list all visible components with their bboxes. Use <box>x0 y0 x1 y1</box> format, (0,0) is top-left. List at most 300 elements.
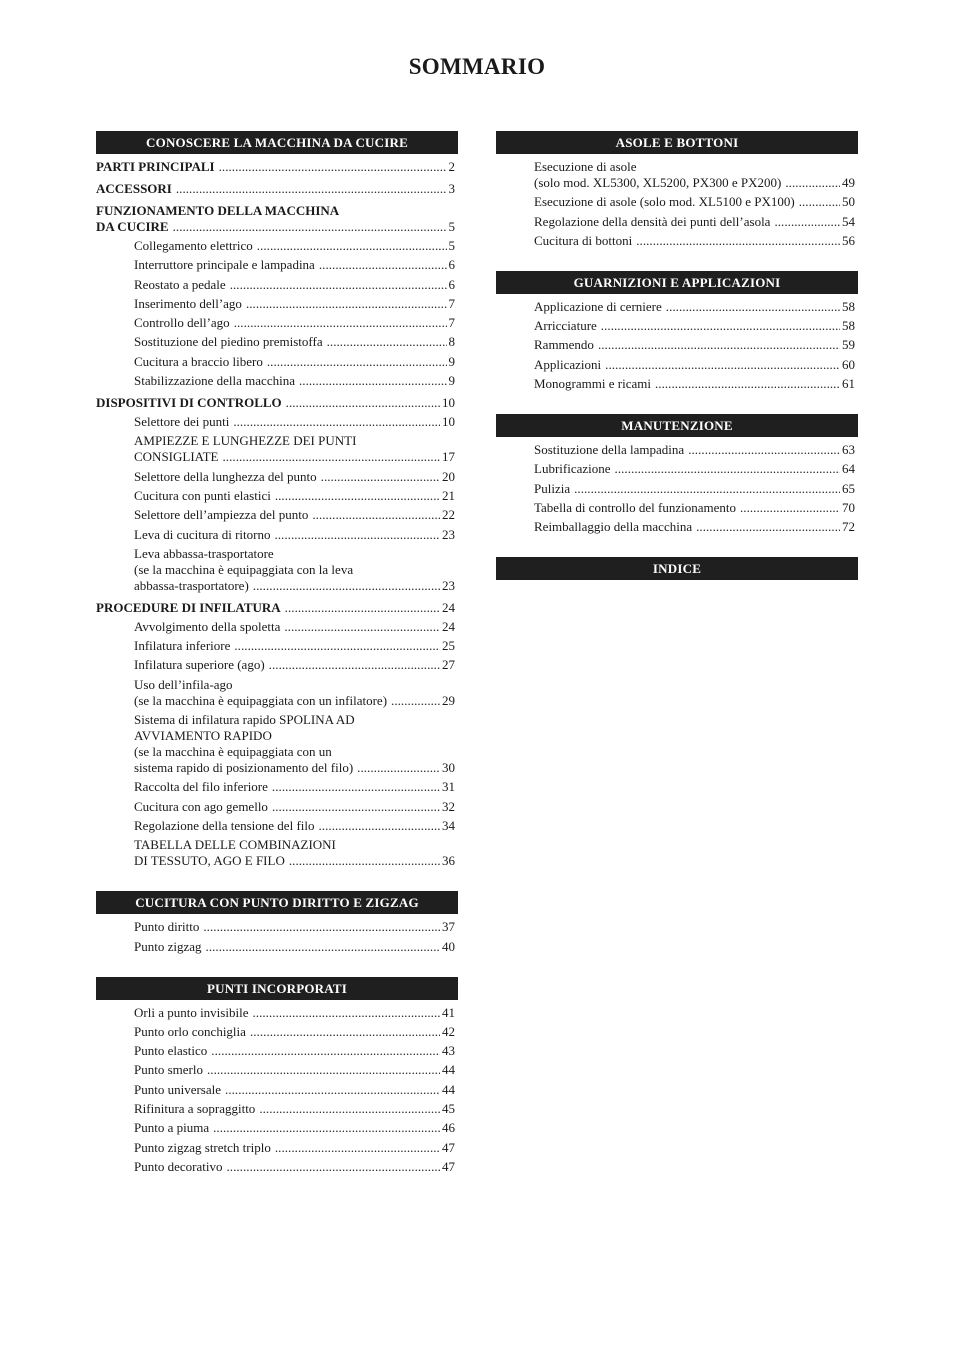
page-number: 47 <box>442 1158 455 1174</box>
entry-last-line <box>134 334 455 350</box>
toc-entry-rifinitura-a-sopraggitto[interactable] <box>96 1101 455 1117</box>
entry-label: Leva di cucitura di ritorno <box>134 526 271 542</box>
toc-entry-procedure-di-infilatura[interactable] <box>96 600 455 616</box>
toc-entry-cucitura-con-ago-gemello[interactable] <box>96 799 455 815</box>
dot-leader <box>289 853 440 869</box>
entry-label: DA CUCIRE <box>96 219 169 234</box>
page-number: 8 <box>448 334 455 350</box>
page-number: 22 <box>442 507 455 523</box>
section-cucitura-con-punto-diritto-e-zigzag <box>96 891 458 954</box>
page-number: 5 <box>448 238 455 253</box>
entry-label: Arricciature <box>534 318 597 334</box>
dot-leader <box>319 818 441 834</box>
toc-entry-cucitura-a-braccio-libero[interactable] <box>96 354 455 370</box>
toc-entry-stabilizzazione-della-macchina[interactable] <box>96 373 455 389</box>
page-number: 50 <box>842 194 855 210</box>
entry-label: Avvolgimento della spoletta <box>134 618 281 634</box>
entry-label: Inserimento dell’ago <box>134 295 242 311</box>
page-number: 65 <box>842 480 855 496</box>
entry-last-line <box>134 1140 455 1156</box>
entry-label: (se la macchina è equipaggiata con la leva <box>134 561 354 577</box>
entry-label: sistema rapido di posizionamento del filo) <box>134 760 354 776</box>
toc-entry-punto-a-piuma[interactable] <box>96 1120 455 1136</box>
dot-leader <box>234 315 447 331</box>
toc-entry-tabella-di-controllo-del-funzionamento[interactable] <box>496 500 855 516</box>
page-number: 27 <box>442 657 455 673</box>
entry-last-line <box>534 299 855 315</box>
entry-last-line <box>534 214 855 230</box>
page-number: 70 <box>842 499 855 515</box>
page-number: 3 <box>448 181 455 196</box>
entry-last-line <box>134 527 455 543</box>
section-guarnizioni-e-applicazioni <box>496 271 858 392</box>
dot-leader <box>321 469 440 485</box>
section-header-guarnizioni-e-applicazioni: GUARNIZIONI E APPLICAZIONI <box>496 271 858 294</box>
dot-leader <box>230 277 447 293</box>
dot-leader <box>666 299 840 315</box>
section-punti-incorporati <box>96 977 458 1175</box>
dot-leader <box>275 488 440 504</box>
section-conoscere-la-macchina-da-cucire <box>96 131 458 869</box>
section-header-punti-incorporati: PUNTI INCORPORATI <box>96 977 458 1000</box>
dot-leader <box>219 159 447 175</box>
toc-entry-applicazioni[interactable] <box>496 357 855 373</box>
entry-label: Infilatura inferiore <box>134 638 231 654</box>
entry-label: PARTI PRINCIPALI <box>96 159 215 174</box>
page-number: 59 <box>842 337 855 353</box>
dot-leader <box>272 799 440 815</box>
page-number: 24 <box>442 618 455 634</box>
toc-entry-funzionamento-della-macchina[interactable] <box>96 203 455 235</box>
dot-leader <box>252 1005 440 1021</box>
toc-entry-punto-elastico[interactable] <box>96 1043 455 1059</box>
entry-label: Punto smerlo <box>134 1062 203 1078</box>
entry-last-line <box>534 376 855 392</box>
toc-entry-cucitura-con-punti-elastici[interactable] <box>96 488 455 504</box>
toc-entry-controllo-dell-ago[interactable] <box>96 315 455 331</box>
entry-label: Leva abbassa-trasportatore <box>134 545 274 561</box>
entry-label: Infilatura superiore (ago) <box>134 657 265 673</box>
entry-last-line <box>134 257 455 273</box>
dot-leader <box>203 919 440 935</box>
toc-entry-reimballaggio-della-macchina[interactable] <box>496 519 855 535</box>
entry-last-line <box>134 1062 455 1078</box>
dot-leader <box>327 334 447 350</box>
page-number: 56 <box>842 232 855 248</box>
section-header-asole-e-bottoni: ASOLE E BOTTONI <box>496 131 858 154</box>
entry-last-line <box>534 519 855 535</box>
entry-label: Stabilizzazione della macchina <box>134 373 295 389</box>
toc-entry-arricciature[interactable] <box>496 318 855 334</box>
entry-label: Punto elastico <box>134 1043 208 1059</box>
entry-label: TABELLA DELLE COMBINAZIONI <box>134 837 336 853</box>
dot-leader <box>696 519 840 535</box>
page-number: 41 <box>442 1004 455 1020</box>
dot-leader <box>226 1159 440 1175</box>
dot-leader <box>173 219 447 235</box>
dot-leader <box>774 214 840 230</box>
dot-leader <box>574 481 840 497</box>
toc-entry-avvolgimento-della-spoletta[interactable] <box>96 619 455 635</box>
dot-leader <box>269 657 440 673</box>
entry-last-line <box>134 1024 455 1040</box>
entry-last-line <box>134 507 455 523</box>
entry-last-line <box>134 818 455 834</box>
entry-last-line <box>134 277 455 293</box>
entry-label: AVVIAMENTO RAPIDO <box>134 728 272 744</box>
page-number: 9 <box>448 373 455 389</box>
dot-leader <box>605 357 840 373</box>
page-number: 49 <box>842 175 855 190</box>
toc-entry-inserimento-dell-ago[interactable] <box>96 296 455 312</box>
section-manutenzione <box>496 414 858 535</box>
entry-label: Punto zigzag <box>134 938 202 954</box>
dot-leader <box>688 442 840 458</box>
toc-entry-rammendo[interactable] <box>496 337 855 353</box>
toc-entry-tabella-delle-combinazioni[interactable] <box>96 837 455 869</box>
entry-label: Regolazione della tensione del filo <box>134 817 315 833</box>
toc-entry-leva-abbassa-trasportatore[interactable] <box>96 546 455 594</box>
dot-leader <box>257 238 447 254</box>
entry-last-line <box>134 449 455 465</box>
entry-last-line <box>134 853 455 869</box>
page-number: 46 <box>442 1120 455 1136</box>
toc-entry-esecuzione-di-asole-solo-mod-xl5100-e-px[interactable] <box>496 194 855 210</box>
entry-last-line <box>534 175 855 191</box>
dot-leader <box>253 578 440 594</box>
entry-label: Punto zigzag stretch triplo <box>134 1139 271 1155</box>
section-asole-e-bottoni <box>496 131 858 249</box>
entry-last-line <box>134 296 455 312</box>
entry-label: Sistema di infilatura rapido SPOLINA AD <box>134 712 355 728</box>
toc-entry-dispositivi-di-controllo[interactable] <box>96 395 455 411</box>
toc-entry-uso-dell-infila-ago[interactable] <box>96 677 455 709</box>
entry-label: DISPOSITIVI DI CONTROLLO <box>96 395 282 411</box>
entry-last-line <box>134 657 455 673</box>
toc-entry-sostituzione-del-piedino-premistoffa[interactable] <box>96 334 455 350</box>
entry-last-line <box>534 461 855 477</box>
entry-label: Sostituzione del piedino premistoffa <box>134 334 323 350</box>
toc-entry-sistema-di-infilatura-rapido-spolina-ad[interactable] <box>96 712 455 776</box>
toc-entry-monogrammi-e-ricami[interactable] <box>496 376 855 392</box>
toc-entry-ampiezze-e-lunghezze-dei-punti[interactable] <box>96 433 455 465</box>
entry-label: (solo mod. XL5300, XL5200, PX300 e PX200) <box>534 175 782 190</box>
entry-label: Cucitura di bottoni <box>534 232 633 248</box>
entry-last-line <box>96 395 455 411</box>
entry-label: ACCESSORI <box>96 181 172 196</box>
entry-label: CONSIGLIATE <box>134 449 219 465</box>
dot-leader <box>275 1140 440 1156</box>
entry-label: Sostituzione della lampadina <box>534 442 685 458</box>
page-number: 61 <box>842 376 855 392</box>
entry-last-line <box>134 238 455 254</box>
toc-entry-selettore-della-lunghezza-del-punto[interactable] <box>96 469 455 485</box>
section-header-manutenzione: MANUTENZIONE <box>496 414 858 437</box>
dot-leader <box>274 527 440 543</box>
dot-leader <box>234 638 440 654</box>
page-number: 9 <box>448 353 455 369</box>
dot-leader <box>225 1082 440 1098</box>
dot-leader <box>740 500 840 516</box>
entry-last-line <box>134 1082 455 1098</box>
entry-label: Monogrammi e ricami <box>534 376 651 392</box>
page-number: 10 <box>442 395 455 411</box>
section-header-indice: INDICE <box>496 557 858 580</box>
toc-entry-infilatura-inferiore[interactable] <box>96 638 455 654</box>
entry-label: Esecuzione di asole <box>534 159 637 174</box>
entry-label: DI TESSUTO, AGO E FILO <box>134 853 285 869</box>
entry-label: Selettore dell’ampiezza del punto <box>134 507 309 523</box>
page-number: 6 <box>448 276 455 292</box>
dot-leader <box>284 619 440 635</box>
dot-leader <box>615 461 840 477</box>
toc-entry-reostato-a-pedale[interactable] <box>96 277 455 293</box>
dot-leader <box>312 507 440 523</box>
dot-leader <box>267 354 447 370</box>
entry-label: FUNZIONAMENTO DELLA MACCHINA <box>96 203 340 218</box>
entry-label: Applicazione di cerniere <box>534 298 662 314</box>
page-number: 42 <box>442 1023 455 1039</box>
toc-entry-punto-zigzag-stretch-triplo[interactable] <box>96 1140 455 1156</box>
page-number: 32 <box>442 798 455 814</box>
page-number: 44 <box>442 1062 455 1078</box>
entry-last-line <box>534 481 855 497</box>
entry-last-line <box>534 337 855 353</box>
section-indice <box>496 557 858 580</box>
page-number: 20 <box>442 468 455 484</box>
toc-entry-esecuzione-di-asole[interactable] <box>496 159 855 191</box>
page-number: 54 <box>842 213 855 229</box>
dot-leader <box>246 296 447 312</box>
toc-entry-raccolta-del-filo-inferiore[interactable] <box>96 779 455 795</box>
entry-last-line <box>134 919 455 935</box>
entry-label: Raccolta del filo inferiore <box>134 779 268 795</box>
entry-last-line <box>134 693 455 709</box>
dot-leader <box>785 175 840 191</box>
entry-label: Cucitura a braccio libero <box>134 353 263 369</box>
entry-last-line <box>96 159 455 175</box>
page-number: 58 <box>842 298 855 314</box>
toc-entry-selettore-dei-punti[interactable] <box>96 414 455 430</box>
toc-entry-accessori[interactable] <box>96 181 455 197</box>
entry-last-line <box>134 373 455 389</box>
entry-label: Tabella di controllo del funzionamento <box>534 499 736 515</box>
toc-entry-punto-universale[interactable] <box>96 1082 455 1098</box>
dot-leader <box>319 257 447 273</box>
entry-last-line <box>134 638 455 654</box>
page-number: 29 <box>442 692 455 708</box>
toc-entry-cucitura-di-bottoni[interactable] <box>496 233 855 249</box>
entry-label: abbassa-trasportatore) <box>134 577 249 593</box>
entry-label: Rammendo <box>534 337 594 353</box>
entry-last-line <box>534 318 855 334</box>
dot-leader <box>601 318 840 334</box>
entry-label: Controllo dell’ago <box>134 315 230 331</box>
page-number: 44 <box>442 1081 455 1097</box>
dot-leader <box>207 1062 440 1078</box>
dot-leader <box>391 693 440 709</box>
page-number: 7 <box>448 315 455 331</box>
entry-last-line <box>134 760 455 776</box>
entry-last-line <box>534 442 855 458</box>
entry-label: PROCEDURE DI INFILATURA <box>96 599 281 615</box>
section-header-cucitura-con-punto-diritto-e-zigzag: CUCITURA CON PUNTO DIRITTO E ZIGZAG <box>96 891 458 914</box>
toc-entry-punto-diritto[interactable] <box>96 919 455 935</box>
entry-label: Orli a punto invisibile <box>134 1004 249 1020</box>
dot-leader <box>655 376 840 392</box>
toc-list <box>96 154 458 869</box>
page-number: 34 <box>442 817 455 833</box>
entry-label: Regolazione della densità dei punti dell’asola <box>534 213 771 229</box>
entry-label: Punto universale <box>134 1081 222 1097</box>
toc-entry-punto-zigzag[interactable] <box>96 939 455 955</box>
dot-leader <box>272 779 440 795</box>
entry-label: Interruttore principale e lampadina <box>134 257 315 273</box>
entry-last-line <box>534 194 855 210</box>
toc-entry-orli-a-punto-invisibile[interactable] <box>96 1005 455 1021</box>
page-number: 5 <box>448 219 455 234</box>
entry-label: Applicazioni <box>534 356 602 372</box>
page-number: 25 <box>442 638 455 654</box>
dot-leader <box>213 1120 440 1136</box>
page-number: 30 <box>442 760 455 776</box>
toc-entry-regolazione-della-densita-dei-punti-dell[interactable] <box>496 214 855 230</box>
entry-label: Reostato a pedale <box>134 276 226 292</box>
page-number: 58 <box>842 318 855 334</box>
dot-leader <box>233 414 440 430</box>
dot-leader <box>223 449 441 465</box>
page-number: 36 <box>442 853 455 869</box>
entry-last-line <box>134 578 455 594</box>
page-number: 45 <box>442 1101 455 1117</box>
entry-label: Cucitura con punti elastici <box>134 487 271 503</box>
dot-leader <box>259 1101 440 1117</box>
entry-label: Pulizia <box>534 480 571 496</box>
left-column <box>96 131 458 1197</box>
dot-leader <box>799 194 840 210</box>
entry-label: Esecuzione di asole (solo mod. XL5100 e PX100) <box>534 194 795 210</box>
entry-label: Uso dell’infila-ago <box>134 676 233 692</box>
page-number: 7 <box>448 295 455 311</box>
toc-entry-sostituzione-della-lampadina[interactable] <box>496 442 855 458</box>
page-number: 37 <box>442 919 455 935</box>
toc-entry-interruttore-principale-e-lampadina[interactable] <box>96 257 455 273</box>
entry-label: Cucitura con ago gemello <box>134 798 268 814</box>
page-number: 72 <box>842 519 855 535</box>
entry-last-line <box>134 1005 455 1021</box>
entry-label: Lubrificazione <box>534 461 611 477</box>
page-number: 64 <box>842 461 855 477</box>
entry-label: Punto orlo conchiglia <box>134 1023 246 1039</box>
dot-leader <box>206 939 440 955</box>
toc-list <box>496 154 858 249</box>
toc-list <box>96 1000 458 1175</box>
dot-leader <box>598 337 840 353</box>
entry-last-line <box>134 799 455 815</box>
toc-entry-applicazione-di-cerniere[interactable] <box>496 299 855 315</box>
entry-last-line <box>134 779 455 795</box>
page-number: 2 <box>448 159 455 174</box>
page-number: 24 <box>442 599 455 615</box>
toc-entry-infilatura-superiore-ago[interactable] <box>96 657 455 673</box>
entry-last-line <box>534 357 855 373</box>
dot-leader <box>286 395 440 411</box>
dot-leader <box>285 600 440 616</box>
page-number: 21 <box>442 487 455 503</box>
entry-last-line <box>134 315 455 331</box>
entry-last-line <box>134 1159 455 1175</box>
toc-entry-parti-principali[interactable] <box>96 159 455 175</box>
dot-leader <box>357 760 440 776</box>
page-title: SOMMARIO <box>408 54 546 79</box>
page-number: 60 <box>842 356 855 372</box>
entry-last-line <box>134 1101 455 1117</box>
entry-last-line <box>134 488 455 504</box>
entry-label: Selettore della lunghezza del punto <box>134 468 317 484</box>
entry-label: (se la macchina è equipaggiata con un infilatore) <box>134 692 388 708</box>
entry-label: Rifinitura a sopraggitto <box>134 1101 256 1117</box>
entry-last-line <box>534 233 855 249</box>
toc-entry-punto-decorativo[interactable] <box>96 1159 455 1175</box>
toc-list <box>496 437 858 535</box>
entry-last-line <box>134 1043 455 1059</box>
toc-entry-pulizia[interactable] <box>496 481 855 497</box>
page-number: 43 <box>442 1043 455 1059</box>
dot-leader <box>636 233 840 249</box>
entry-label: Punto diritto <box>134 919 200 935</box>
entry-last-line <box>96 181 455 197</box>
entry-label: Punto a piuma <box>134 1120 210 1136</box>
page-number: 31 <box>442 779 455 795</box>
toc-list <box>96 914 458 954</box>
entry-label: Reimballaggio della macchina <box>534 519 693 535</box>
toc-list <box>496 294 858 392</box>
entry-last-line <box>134 469 455 485</box>
toc-entry-selettore-dell-ampiezza-del-punto[interactable] <box>96 507 455 523</box>
toc-entry-regolazione-della-tensione-del-filo[interactable] <box>96 818 455 834</box>
entry-last-line <box>134 354 455 370</box>
entry-last-line <box>134 414 455 430</box>
entry-label: AMPIEZZE E LUNGHEZZE DEI PUNTI <box>134 433 357 449</box>
page-number: 23 <box>442 577 455 593</box>
page-number: 63 <box>842 442 855 458</box>
entry-label: (se la macchina è equipaggiata con un <box>134 744 332 760</box>
entry-last-line <box>134 619 455 635</box>
entry-last-line <box>134 1120 455 1136</box>
section-header-conoscere-la-macchina-da-cucire: CONOSCERE LA MACCHINA DA CUCIRE <box>96 131 458 154</box>
dot-leader <box>176 181 447 197</box>
dot-leader <box>299 373 447 389</box>
toc-entry-punto-orlo-conchiglia[interactable] <box>96 1024 455 1040</box>
entry-label: Punto decorativo <box>134 1158 223 1174</box>
dot-leader <box>250 1024 440 1040</box>
entry-label: Selettore dei punti <box>134 414 230 430</box>
page-number: 40 <box>442 938 455 954</box>
page-number: 17 <box>442 449 455 465</box>
entry-last-line <box>96 219 455 235</box>
toc-entry-collegamento-elettrico[interactable] <box>96 238 455 254</box>
toc-entry-lubrificazione[interactable] <box>496 461 855 477</box>
right-column <box>496 131 858 602</box>
entry-label: Collegamento elettrico <box>134 238 253 253</box>
toc-entry-leva-di-cucitura-di-ritorno[interactable] <box>96 527 455 543</box>
page-number: 23 <box>442 526 455 542</box>
entry-last-line <box>534 500 855 516</box>
toc-entry-punto-smerlo[interactable] <box>96 1062 455 1078</box>
entry-last-line <box>96 600 455 616</box>
entry-last-line <box>134 939 455 955</box>
page-number: 47 <box>442 1139 455 1155</box>
